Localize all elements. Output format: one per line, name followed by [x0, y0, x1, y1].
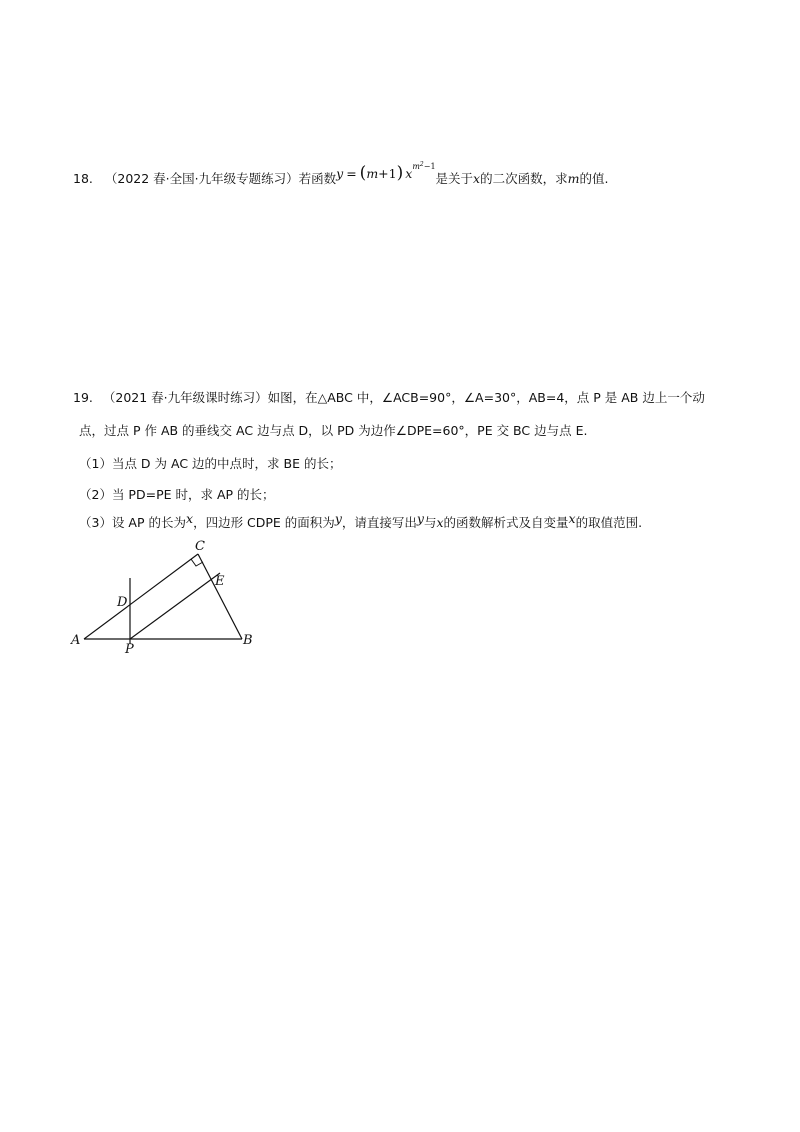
part3-c: ，请直接写出 [341, 515, 417, 530]
formula-plus-one: +1 [378, 166, 397, 181]
q19-part2-text: （2）当 PD=PE 时，求 AP 的长； [79, 487, 275, 502]
q19-part1 [79, 456, 341, 472]
formula-m: m [366, 166, 379, 181]
part3-x3: x [568, 511, 576, 526]
label-B: B [243, 633, 253, 648]
q18-number: 18. [73, 171, 93, 186]
q18-text-mid1: 是关于 [435, 171, 474, 186]
q18-var-x: x [473, 171, 481, 186]
formula-x: x [405, 166, 413, 181]
label-D: D [117, 595, 128, 610]
q18-text-mid2: 的二次函数，求 [480, 171, 568, 186]
part3-a: （3）设 AP 的长为 [79, 515, 186, 530]
label-P: P [125, 642, 134, 657]
q18-text-before: 若函数 [298, 171, 337, 186]
q18-var-m: m [567, 171, 580, 186]
q19-line1 [73, 390, 705, 406]
label-C: C [195, 539, 205, 554]
formula-y: y [336, 166, 344, 181]
q19-line2 [79, 423, 587, 439]
q19-number: 19. [73, 390, 93, 405]
q19-line1-rest: 如图，在△ABC 中，∠ACB=90°，∠A=30°，AB=4，点 P 是 AB 边上一个动 [267, 390, 705, 405]
label-A: A [71, 633, 81, 648]
formula-equals: = [346, 166, 357, 181]
q19-line2-text: 点，过点 P 作 AB 的垂线交 AC 边与点 D，以 PD 为边作∠DPE=60°，PE 交 BC 边与点 E. [79, 423, 588, 438]
formula-exponent [412, 162, 435, 171]
q19-part1-text: （1）当点 D 为 AC 边的中点时，求 BE 的长； [79, 456, 342, 471]
part3-f: 的取值范围. [575, 515, 643, 530]
q18-line [73, 161, 609, 190]
part3-b: ，四边形 CDPE 的面积为 [193, 515, 335, 530]
q19-source: （2021 春·九年级课时练习） [102, 390, 268, 405]
segment-PE [130, 573, 220, 639]
exponent-minus-one: −1 [423, 162, 436, 171]
side-AC [84, 554, 198, 639]
q19-part3 [79, 511, 643, 531]
q18-text-end: 的值. [579, 171, 609, 186]
part3-y1: y [334, 511, 342, 526]
part3-d: 与 [423, 515, 437, 530]
exponent-m: m [412, 162, 420, 171]
q18-source: （2022 春·全国·九年级专题练习） [104, 171, 299, 186]
label-E: E [215, 574, 225, 589]
formula-paren-close: ) [396, 163, 404, 183]
part3-x1: x [186, 511, 194, 526]
q18-formula [336, 161, 436, 183]
q19-part2 [79, 487, 275, 503]
triangle-figure [68, 535, 268, 660]
part3-e: 的函数解析式及自变量 [443, 515, 569, 530]
side-BC [198, 554, 242, 639]
exponent-square: 2 [419, 161, 424, 168]
part3-y2: y [416, 511, 424, 526]
formula-paren-open: ( [359, 163, 367, 183]
part3-x2: x [436, 515, 444, 530]
